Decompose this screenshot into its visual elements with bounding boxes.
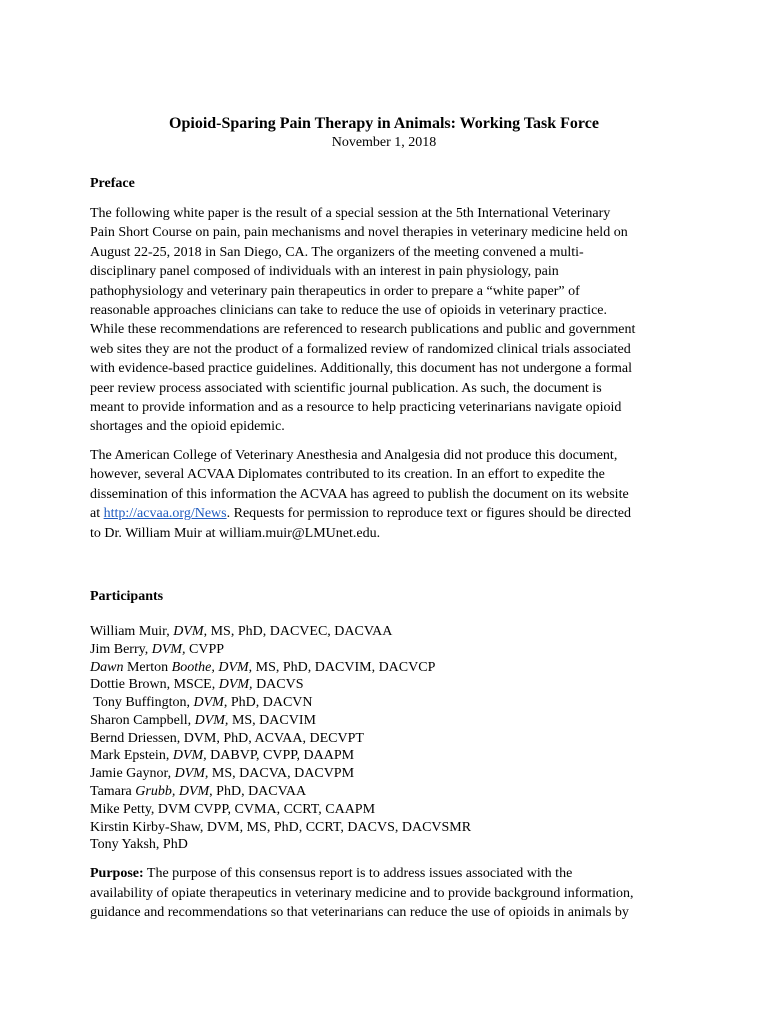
preface-heading: Preface (90, 176, 135, 191)
purpose-paragraph-line-1: availability of opiate therapeutics in veterinary medicine and to provide background information, (90, 885, 634, 901)
participant-entry: Dottie Brown, MSCE, DVM, DACVS (90, 677, 304, 693)
participant-entry: Mike Petty, DVM CVPP, CVMA, CCRT, CAAPM (90, 801, 376, 817)
preface-paragraph-1-line-11: meant to provide information and as a resource to help practicing veterinarians navigate opioid (90, 400, 622, 416)
preface-paragraph-1-line-6: reasonable approaches clinicians can take to reduce the use of opioids in veterinary practice. (90, 303, 607, 319)
preface-paragraph-1-line-10: peer review process associated with scientific journal publication. As such, the document is (90, 380, 602, 396)
preface-paragraph-1-line-2: Pain Short Course on pain, pain mechanisms and novel therapies in veterinary medicine held on (90, 225, 628, 241)
document-page (90, 114, 678, 922)
preface-paragraph-1-line-8: web sites they are not the product of a formalized review of randomized clinical trials associated (90, 341, 631, 357)
preface-paragraph-2 (90, 446, 678, 543)
purpose-label: Purpose: (90, 866, 144, 882)
participant-entry: Mark Epstein, DVM, DABVP, CVPP, DAAPM (90, 748, 355, 764)
preface-paragraph-1-line-1: The following white paper is the result of a special session at the 5th International Veterinary (90, 206, 611, 221)
preface-paragraph-1-line-12: shortages and the opioid epidemic. (90, 419, 285, 435)
acvaa-news-link[interactable]: http://acvaa.org/News (103, 506, 227, 522)
preface-paragraph-1 (90, 204, 678, 437)
participants-heading: Participants (90, 588, 164, 604)
preface-paragraph-1-line-3: August 22-25, 2018 in San Diego, CA. The organizers of the meeting convened a multi- (90, 244, 584, 260)
preface-paragraph-2-line-5: to Dr. William Muir at william.muir@LMUnet.edu. (90, 525, 381, 541)
participant-entry: Kirstin Kirby-Shaw, DVM, MS, PhD, CCRT, DACVS, DACVSMR (90, 819, 472, 835)
preface-paragraph-1-line-5: pathophysiology and veterinary pain therapeutics in order to prepare a “white paper” of (90, 283, 580, 299)
participant-entry: Dawn Merton Boothe, DVM, MS, PhD, DACVIM, DACVCP (90, 659, 436, 675)
participant-entry: Tamara Grubb, DVM, PhD, DACVAA (90, 784, 307, 800)
participant-entry: Jamie Gaynor, DVM, MS, DACVA, DACVPM (90, 766, 355, 782)
participant-entry: Tony Yaksh, PhD (90, 837, 188, 853)
participant-entry: Jim Berry, DVM, CVPP (90, 641, 225, 657)
participant-entry: Sharon Campbell, DVM, MS, DACVIM (90, 712, 316, 728)
participant-entry: Bernd Driessen, DVM, PhD, ACVAA, DECVPT (90, 730, 364, 746)
purpose-paragraph: Purpose: The purpose of this consensus report is to address issues associated with the availability of opiate therapeutics in veterinary medicine and to provide background information, guidance and recommendations so that veterinarians can reduce the use of opioids in animals by (90, 864, 678, 922)
preface-paragraph-2-line-3: dissemination of this information the ACVAA has agreed to publish the document on its website (90, 486, 629, 502)
preface-paragraph-2-line-2: however, several ACVAA Diplomates contributed to its creation. In an effort to expedite the (90, 467, 605, 483)
purpose-paragraph-line-2: guidance and recommendations so that veterinarians can reduce the use of opioids in animals by (90, 905, 629, 921)
preface-paragraph-2-line-4: at http://acvaa.org/News. Requests for permission to reproduce text or figures should be directed (90, 506, 631, 522)
preface-paragraph-2-line-1: The American College of Veterinary Anesthesia and Analgesia did not produce this document, (90, 447, 618, 463)
participant-entry: Tony Buffington, DVM, PhD, DACVN (90, 695, 313, 711)
preface-paragraph-1-line-7: While these recommendations are referenced to research publications and public and government (90, 322, 636, 338)
document-date: November 1, 2018 (331, 135, 437, 150)
preface-paragraph-1-line-4: disciplinary panel composed of individuals with an interest in pain physiology, pain (90, 264, 559, 280)
participant-entry: William Muir, DVM, MS, PhD, DACVEC, DACVAA (90, 623, 393, 639)
preface-paragraph-1-line-9: with evidence-based practice guidelines. Additionally, this document has not undergone a formal (90, 361, 632, 377)
participants-list (90, 623, 678, 854)
document-title: Opioid-Sparing Pain Therapy in Animals: Working Task Force (169, 115, 599, 132)
